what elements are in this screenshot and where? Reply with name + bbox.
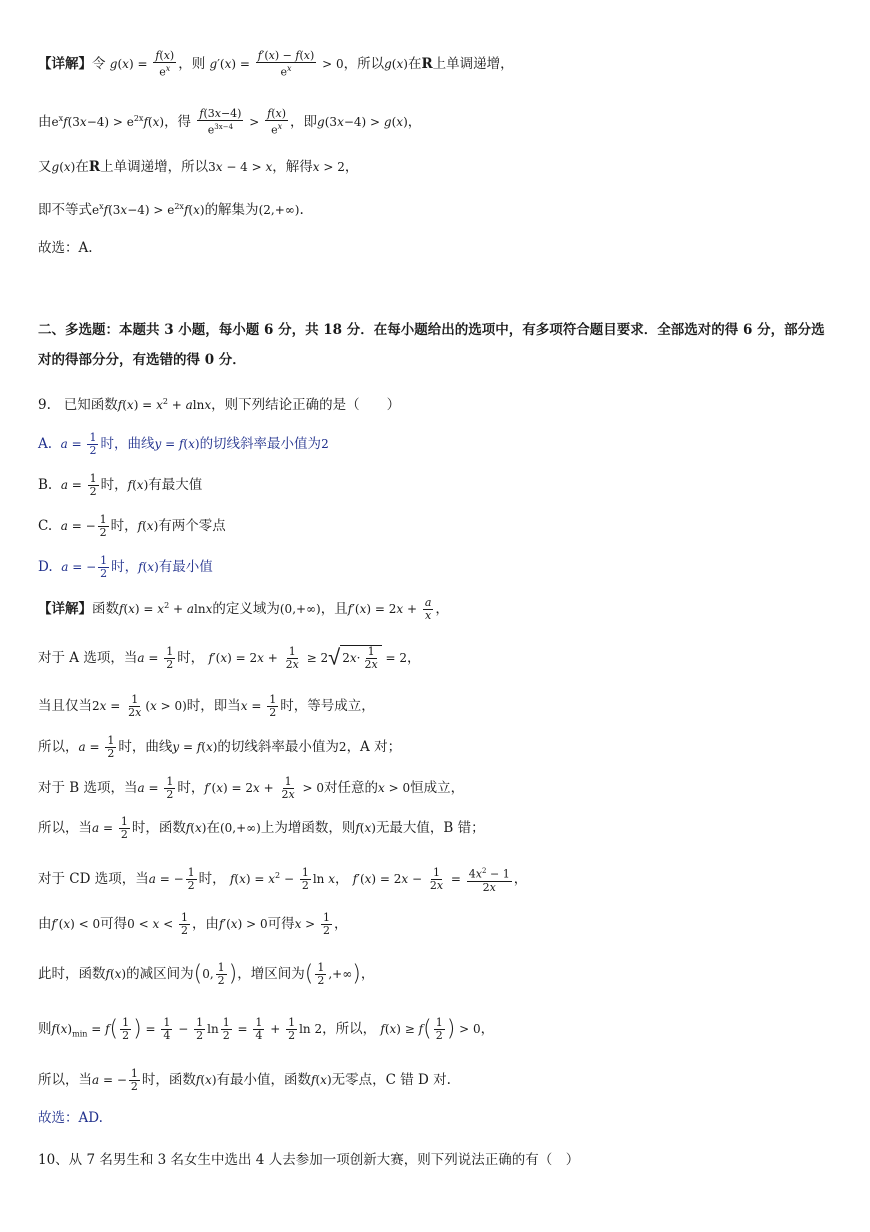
detail-line-2: 对于 A 选项，当a = $\frac{1}{2}$ 时， f′(x) = 2x + $\frac{1}{2x}$ ≥ 2√ 2x· $\frac{1}{2x}$ = 2， (38, 645, 421, 671)
option-c: C. a = − $\frac{1}{2}$ 时，f(x)有两个零点 (38, 513, 226, 539)
option-a: A. a = $\frac{1}{2}$ 时，曲线y = f(x)的切线斜率最小值为2 (38, 431, 329, 457)
solution-line-2: 由$e^xf(3x-4) > e^{2x}f(x)$，得 $\frac{f(3x-4)}{e^{3x-4}}$ > $\frac{f(x)}{e^x}$ ，即g(3x−4) > g(x)， (38, 107, 422, 137)
question-9: 9. 已知函数$f(x) = x^2 + alnx$，则下列结论正确的是（ ） (38, 397, 401, 413)
detail-line-4: 所以，a = $\frac{1}{2}$ 时，曲线y = f(x)的切线斜率最小值为2，A 对； (38, 734, 402, 760)
math: g′(x) = $\frac{f'(x) - f(x)}{e^x}$ > 0 (209, 49, 344, 79)
option-d: D. a = − $\frac{1}{2}$ 时，f(x)有最小值 (38, 554, 213, 580)
detail-line-10: 则$f(x)_{min} = f$( $\frac{1}{2}$ ) = $\frac{1}{4}$ − $\frac{1}{2}$ ln $\frac{1}{2}$ = $\frac{1}{4}$ + $\frac{1}{2}$ ln 2，所以， f(x) ≥ f( $\frac{1}{2}$ ) > 0， (38, 1016, 495, 1042)
detail-line-6: 所以，当a = $\frac{1}{2}$ 时，函数f(x)在(0,+∞)上为增函数，则f(x)无最大值，B 错； (38, 815, 485, 841)
detail-tag: 【详解】 (38, 55, 92, 72)
detail-line-3: 当且仅当2x = $\frac{1}{2x}$ (x > 0)时，即当x = $\frac{1}{2}$ 时，等号成立， (38, 693, 375, 719)
detail-line-1: 【详解】函数$f(x) = x^2 + alnx$的定义域为(0,+∞)，且f′(x) = 2x + $\frac{a}{x}$ ， (38, 596, 449, 622)
solution-line-3: 又g(x)在R上单调递增，所以3x − 4 > x，解得x > 2， (38, 159, 359, 175)
answer-line: 故选：A. (38, 240, 93, 256)
detail-line-5: 对于 B 选项，当a = $\frac{1}{2}$ 时，f′(x) = 2x + $\frac{1}{2x}$ > 0对任意的x > 0恒成立， (38, 775, 465, 801)
detail-line-11: 所以，当a = − $\frac{1}{2}$ 时，函数f(x)有最小值，函数f(x)无零点，C 错 D 对. (38, 1067, 451, 1093)
section-heading: 二、多选题：本题共 3 小题，每小题 6 分，共 18 分．在每小题给出的选项中，有多项符合题目要求．全部选对的得 6 分，部分选对的得部分分，有选错的得 0 分． (38, 322, 825, 368)
answer-line-2: 故选：AD. (38, 1110, 103, 1126)
solution-line-4: 即不等式$e^xf(3x-4) > e^{2x}f(x)$的解集为(2,+∞). (38, 202, 304, 218)
question-10: 10、从 7 名男生和 3 名女生中选出 4 人去参加一项创新大赛，则下列说法正确的有（ ） (38, 1152, 580, 1168)
math: g(x) = $\frac{f(x)}{e^x}$ (109, 49, 175, 79)
solution-line-1: 【详解】令 g(x) = $\frac{f(x)}{e^x}$ ，则 g′(x) = $\frac{f'(x) - f(x)}{e^x}$ > 0，所以g(x)在R上单调递增， (38, 49, 514, 79)
detail-line-7: 对于 CD 选项，当a = − $\frac{1}{2}$ 时， $f(x) = x^2$ − $\frac{1}{2}$ ln x， f′(x) = 2x − $\frac{1}{2x}$ = $\frac{4x^2 - 1}{2x}$ ， (38, 865, 528, 894)
detail-line-9: 此时，函数f(x)的减区间为(0, $\frac{1}{2}$ )，增区间为( $\frac{1}{2}$ ,+∞)， (38, 961, 375, 987)
option-b: B. a = $\frac{1}{2}$ 时，f(x)有最大值 (38, 472, 203, 498)
detail-line-8: 由f′(x) < 0可得0 < x < $\frac{1}{2}$ ，由f′(x) > 0可得x > $\frac{1}{2}$ ， (38, 911, 348, 937)
